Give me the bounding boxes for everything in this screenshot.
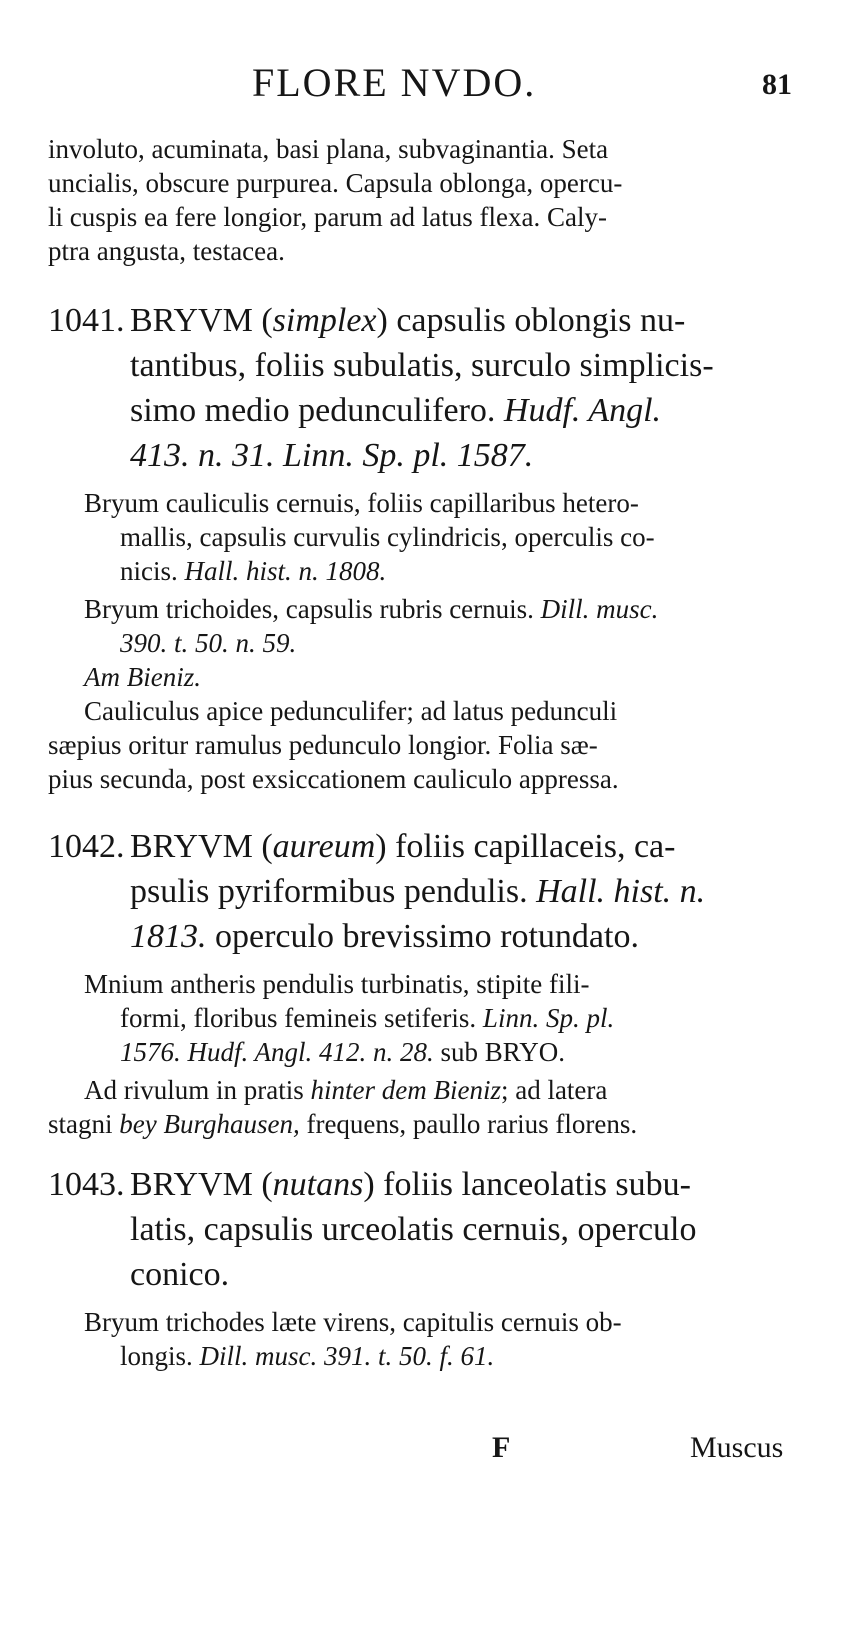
synonym-1: Bryum trichodes læte virens, capitulis cernuis ob- longis. Dill. musc. 391. t. 50. f. 61. <box>84 1307 622 1371</box>
signature-mark: F <box>492 1431 511 1464</box>
entry-1041 <box>48 298 788 796</box>
text-line: uncialis, obscure purpurea. Capsula oblonga, opercu- <box>48 168 623 198</box>
page-number: 81 <box>762 68 792 101</box>
reference: 413. n. 31. Linn. Sp. pl. 1587. <box>130 437 534 474</box>
reference: Hall. hist. n. <box>536 873 706 910</box>
species-epithet: nutans <box>272 1166 364 1203</box>
entry-heading: 1042. BRYVM (aureum) foliis capillaceis, ca- psulis pyriformibus pendulis. Hall. hist. n. 1813. operculo brevissimo rotundato. <box>48 824 788 959</box>
reference: Hall. hist. n. 1808. <box>184 556 387 586</box>
synonym-1: Mnium antheris pendulis turbinatis, stipite fili- formi, floribus femineis setiferis. Linn. Sp. pl. 1576. Hudf. Angl. 412. n. 28. sub BRYO. <box>84 969 615 1067</box>
running-title: FLORE NVDO. <box>252 60 537 105</box>
running-header <box>0 58 850 108</box>
entry-1043 <box>48 1162 788 1373</box>
entry-heading: 1043. BRYVM (nutans) foliis lanceolatis subu- latis, capsulis urceolatis cernuis, operculo conico. <box>48 1162 788 1297</box>
locality: Am Bieniz. <box>84 662 201 692</box>
reference: Linn. Sp. pl. <box>482 1003 615 1033</box>
species-epithet: simplex <box>272 302 377 339</box>
entry-number: 1041. <box>48 302 125 339</box>
synonym-1: Bryum cauliculis cernuis, foliis capillaribus hetero- mallis, capsulis curvulis cylindricis, operculis co- nicis. Hall. hist. n. 1808. <box>84 488 655 586</box>
reference: Dill. musc. <box>540 594 659 624</box>
entry-number: 1042. <box>48 828 125 865</box>
synonym-2: Bryum trichoides, capsulis rubris cernuis. Dill. musc. 390. t. 50. n. 59. <box>48 592 788 660</box>
species-epithet: aureum <box>272 828 376 865</box>
text-line: li cuspis ea fere longior, parum ad latus flexa. Caly- <box>48 202 607 232</box>
habitat: Ad rivulum in pratis hinter dem Bieniz; ad latera stagni bey Burghausen, frequens, paullo rarius florens. <box>48 1075 638 1139</box>
reference: 390. t. 50. n. 59. <box>120 628 297 658</box>
reference: 1576. Hudf. Angl. 412. n. 28. <box>120 1037 434 1067</box>
catchword: Muscus <box>690 1431 784 1464</box>
entry-number: 1043. <box>48 1166 125 1203</box>
reference: Hudf. Angl. <box>503 392 662 429</box>
text-line: involuto, acuminata, basi plana, subvaginantia. Seta <box>48 134 609 164</box>
reference: 1813. <box>130 918 207 955</box>
text-line: ptra angusta, testacea. <box>48 236 285 266</box>
entry-1042 <box>48 824 788 1141</box>
reference: Dill. musc. 391. t. 50. f. 61. <box>199 1341 495 1371</box>
description: Cauliculus apice pedunculifer; ad latus pedunculi sæpius oritur ramulus pedunculo longior. Folia sæ- pius secunda, post exsiccationem cauliculo appressa. <box>48 696 619 794</box>
entry-heading: 1041. BRYVM (simplex) capsulis oblongis nu- tantibus, foliis subulatis, surculo simplicis- simo medio pedunculifero. Hudf. Angl. 413. n. 31. Linn. Sp. pl. 1587. <box>48 298 788 478</box>
intro-paragraph <box>48 132 788 268</box>
